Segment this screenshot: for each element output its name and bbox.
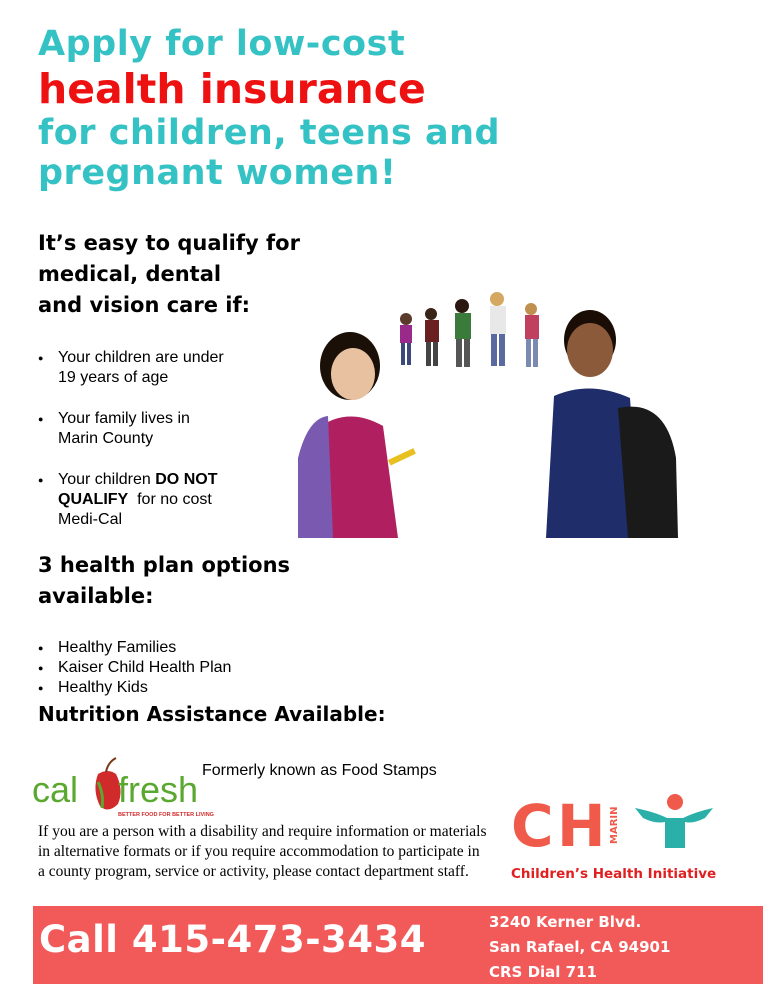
chi-marin-label: MARIN — [609, 806, 620, 844]
list-item — [38, 348, 288, 388]
contact-footer — [33, 906, 763, 984]
bullet-text: Medi-Cal — [58, 511, 123, 528]
bullet-text: for no cost — [128, 491, 212, 508]
chi-name: Children’s Health Initiative — [511, 866, 717, 882]
calfresh-logo-tagline: BETTER FOOD FOR BETTER LIVING — [118, 812, 214, 818]
children-photo — [298, 288, 678, 538]
plans-heading — [38, 550, 358, 612]
bullet-text: Your children are under — [58, 349, 224, 366]
address-line: CRS Dial 711 — [489, 963, 597, 981]
chi-letter-h: H — [557, 792, 606, 860]
bullet-icon: ● — [38, 663, 44, 673]
phone-number: Call 415-473-3434 — [39, 918, 427, 961]
chi-logo — [505, 792, 715, 884]
bullet-text — [58, 490, 288, 510]
bullet-text: 19 years of age — [58, 369, 169, 386]
plan-name: Healthy Kids — [58, 679, 148, 696]
bullet-text — [58, 471, 217, 488]
person-icon — [635, 794, 713, 848]
headline-line1: Apply for low-cost — [38, 24, 406, 64]
accessibility-disclaimer: If you are a person with a disability and require information or materials in alternative formats or if you require accommodation to participate in a county program, service or activity, please contact department staff. — [38, 823, 487, 880]
calfresh-logo — [32, 752, 214, 820]
address-line: San Rafael, CA 94901 — [489, 938, 671, 956]
qualify-heading — [38, 228, 338, 321]
list-item — [38, 638, 288, 658]
bullet-icon: ● — [38, 475, 44, 485]
qualify-heading-line: It’s easy to qualify for — [38, 231, 300, 255]
headline-line4: pregnant women! — [38, 153, 397, 193]
address-line: 3240 Kerner Blvd. — [489, 913, 642, 931]
list-item — [38, 409, 288, 449]
calfresh-logo-fresh: fresh — [118, 769, 199, 810]
list-item — [38, 678, 288, 698]
bullet-icon: ● — [38, 683, 44, 693]
nutrition-heading: Nutrition Assistance Available: — [38, 702, 386, 726]
plans-heading-line: 3 health plan options — [38, 553, 291, 577]
bullet-icon: ● — [38, 643, 44, 653]
bullet-icon: ● — [38, 353, 44, 363]
list-item — [38, 658, 288, 678]
bullet-emphasis: DO NOT — [155, 471, 218, 488]
apple-icon — [95, 758, 120, 810]
headline-line2: health insurance — [38, 65, 426, 113]
plans-heading-line: available: — [38, 584, 154, 608]
bullet-text: Your family lives in — [58, 410, 190, 427]
calfresh-logo-cal: cal — [32, 769, 79, 810]
bullet-text: Your children — [58, 471, 156, 488]
bullet-text: Marin County — [58, 430, 154, 447]
plan-name: Kaiser Child Health Plan — [58, 659, 232, 676]
formerly-known-text: Formerly known as Food Stamps — [202, 762, 437, 779]
bullet-emphasis: QUALIFY — [58, 491, 129, 508]
headline-line3: for children, teens and — [38, 113, 501, 153]
qualify-heading-line: and vision care if: — [38, 293, 250, 317]
plan-name: Healthy Families — [58, 639, 177, 656]
address-block — [489, 910, 670, 985]
chi-letter-c: C — [511, 792, 554, 860]
bullet-icon: ● — [38, 414, 44, 424]
qualify-heading-line: medical, dental — [38, 262, 222, 286]
list-item — [38, 470, 288, 530]
